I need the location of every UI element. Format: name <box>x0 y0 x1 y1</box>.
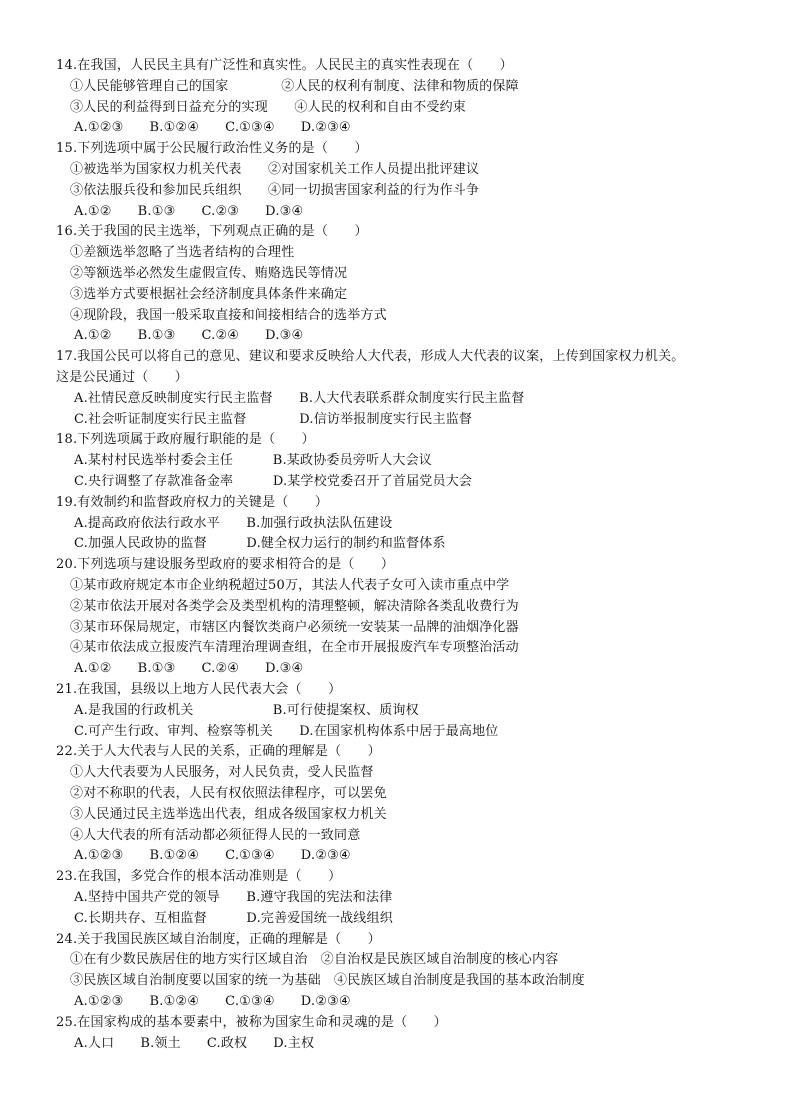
question-number: 25. <box>56 1014 78 1030</box>
question-number: 18. <box>56 432 78 448</box>
answer-choices <box>74 326 303 346</box>
answer-choice: D.③④ <box>265 661 304 677</box>
statement-line <box>70 950 558 970</box>
question-number: 19. <box>56 494 78 510</box>
question-text: 下列选项中属于公民履行政治性义务的是（ ） <box>77 141 368 157</box>
option-line <box>74 472 472 492</box>
statement-line <box>70 98 466 118</box>
statement-text: ④人大代表的所有活动都必须征得人民的一致同意 <box>70 827 361 843</box>
answer-choice: B.①③ <box>137 203 176 219</box>
answer-choice: B.①②④ <box>149 120 200 136</box>
answer-choice: B.领土 <box>140 1035 181 1051</box>
option-text: C.社会听证制度实行民主监督 D.信访举报制度实行民主监督 <box>74 411 473 427</box>
option-line <box>74 722 499 742</box>
question-number: 22. <box>56 744 78 760</box>
question-text: 下列选项与建设服务型政府的要求相符合的是（ ） <box>77 557 395 573</box>
question-stem <box>56 347 684 367</box>
question-text: 在我国，多党合作的根本活动准则是（ ） <box>77 869 342 885</box>
question-number: 17. <box>56 349 78 365</box>
question-stem <box>56 56 513 76</box>
statement-line <box>70 160 479 180</box>
answer-choice: C.①③④ <box>225 120 275 136</box>
statement-text: ①某市政府规定本市企业纳税超过50万，其法人代表子女可入读市重点中学 <box>70 578 510 593</box>
statement-text: ③选举方式要根据社会经济制度具体条件来确定 <box>70 286 348 302</box>
statement-line <box>70 597 519 617</box>
question-stem <box>56 555 394 575</box>
statement-text: ②等额选举必然发生虚假宣传、贿赂选民等情况 <box>70 266 348 281</box>
question-number: 21. <box>56 682 78 697</box>
statement-line <box>70 77 519 97</box>
statement-line <box>70 264 347 284</box>
question-stem <box>56 867 341 887</box>
answer-choice: C.②③ <box>201 203 240 219</box>
question-number: 14. <box>56 58 78 73</box>
question-number: 15. <box>56 141 78 157</box>
statement-line <box>70 784 387 804</box>
question-text: 在我国，县级以上地方人民代表大会（ ） <box>77 682 342 697</box>
statement-line <box>70 618 519 638</box>
statement-line <box>70 243 294 263</box>
answer-choices <box>74 659 303 679</box>
question-stem <box>56 139 368 159</box>
question-stem-continuation <box>56 368 188 388</box>
question-stem <box>56 222 368 242</box>
option-line <box>74 909 393 929</box>
statement-line <box>70 576 509 596</box>
answer-choices <box>74 118 351 138</box>
statement-text: ①差额选举忽略了当选者结构的合理性 <box>70 245 295 261</box>
option-line <box>74 514 392 534</box>
answer-choices <box>74 1034 314 1054</box>
statement-line <box>70 763 374 783</box>
option-text: A.是我国的行政机关 B.可行使提案权、质询权 <box>74 702 419 718</box>
statement-line <box>70 285 347 305</box>
statement-text: ②对不称职的代表，人民有权依照法律程序，可以罢免 <box>70 786 387 801</box>
statement-text: ①人大代表要为人民服务，对人民负责，受人民监督 <box>70 765 374 781</box>
answer-choice: C.②④ <box>201 661 240 677</box>
question-text: 关于我国民族区域自治制度，正确的理解是（ ） <box>77 931 381 947</box>
statement-line <box>70 638 519 658</box>
question-stem <box>56 930 381 950</box>
answer-choices <box>74 846 351 866</box>
answer-choice: C.②④ <box>201 328 240 344</box>
question-text: 在我国，人民民主具有广泛性和真实性。人民民主的真实性表现在（ ） <box>77 58 513 73</box>
answer-choices <box>74 202 303 222</box>
statement-text: ①被选举为国家权力机关代表 ②对国家机关工作人员提出批评建议 <box>70 162 480 177</box>
answer-choice: D.②③④ <box>300 994 351 1009</box>
answer-choice: C.政权 <box>206 1035 248 1051</box>
statement-line <box>70 181 479 201</box>
question-stem <box>56 680 341 700</box>
option-text: A.某村村民选举村委会主任 B.某政协委员旁听人大会议 <box>74 453 433 469</box>
statement-text: ③某市环保局规定，市辖区内餐饮类商户必须统一安装某一品牌的油烟净化器 <box>70 619 519 635</box>
answer-choice: D.主权 <box>273 1035 315 1051</box>
question-stem <box>56 493 328 513</box>
question-text-continued: 这是公民通过（ ） <box>56 370 189 385</box>
option-text: C.央行调整了存款准备金率 D.某学校党委召开了首届党员大会 <box>74 474 473 489</box>
question-text: 我国公民可以将自己的意见、建议和要求反映给人大代表，形成人大代表的议案，上传到国家权力机关。 <box>77 349 685 365</box>
option-line <box>74 701 419 721</box>
question-text: 关于我国的民主选举，下列观点正确的是（ ） <box>77 224 368 240</box>
answer-choice: C.①③④ <box>225 994 275 1009</box>
question-number: 20. <box>56 557 78 573</box>
answer-choice: B.①②④ <box>149 994 200 1009</box>
answer-choice: A.①② <box>74 328 112 344</box>
option-line <box>74 389 524 409</box>
option-text: C.可产生行政、审判、检察等机关 D.在国家机构体系中居于最高地位 <box>74 723 499 739</box>
question-number: 23. <box>56 869 78 885</box>
answer-choice: A.①② <box>74 203 112 219</box>
statement-text: ③人民通过民主选举选出代表，组成各级国家权力机关 <box>70 806 387 822</box>
statement-line <box>70 826 360 846</box>
question-stem <box>56 430 315 450</box>
question-text: 关于人大代表与人民的关系，正确的理解是（ ） <box>77 744 381 760</box>
answer-choice: A.人口 <box>74 1035 115 1051</box>
answer-choice: A.①②③ <box>74 120 124 136</box>
answer-choice: D.②③④ <box>300 120 351 136</box>
question-text: 在国家构成的基本要素中，被称为国家生命和灵魂的是（ ） <box>77 1014 447 1030</box>
answer-choice: D.③④ <box>265 203 304 219</box>
option-line <box>74 451 432 471</box>
statement-text: ①人民能够管理自己的国家 ②人民的权利有制度、法律和物质的保障 <box>70 78 519 94</box>
option-text: A.社情民意反映制度实行民主监督 B.人大代表联系群众制度实行民主监督 <box>74 390 525 406</box>
option-text: A.坚持中国共产党的领导 B.遵守我国的宪法和法律 <box>74 890 393 905</box>
statement-line <box>70 306 387 326</box>
question-number: 16. <box>56 224 78 240</box>
statement-line <box>70 971 585 991</box>
answer-choice: D.③④ <box>265 328 304 344</box>
answer-choice: A.①②③ <box>74 994 124 1009</box>
statement-line <box>70 805 387 825</box>
answer-choice: D.②③④ <box>300 848 351 864</box>
statement-text: ④现阶段，我国一般采取直接和间接相结合的选举方式 <box>70 307 387 323</box>
question-stem <box>56 1013 447 1033</box>
statement-text: ③人民的利益得到日益充分的实现 ④人民的权利和自由不受约束 <box>70 99 467 115</box>
question-text: 下列选项属于政府履行职能的是（ ） <box>77 432 315 448</box>
answer-choice: B.①③ <box>137 328 176 344</box>
answer-choices <box>74 992 351 1012</box>
option-line <box>74 410 472 430</box>
answer-choice: B.①②④ <box>149 848 200 864</box>
option-text: A.提高政府依法行政水平 B.加强行政执法队伍建设 <box>74 515 393 531</box>
answer-choice: A.①② <box>74 661 112 677</box>
question-text: 有效制约和监督政府权力的关键是（ ） <box>77 494 329 510</box>
statement-text: ①在有少数民族居住的地方实行区域自治 ②自治权是民族区域自治制度的核心内容 <box>70 952 559 968</box>
option-line <box>74 534 446 554</box>
statement-text: ④某市依法成立报废汽车清理治理调查组，在全市开展报废汽车专项整治活动 <box>70 640 519 656</box>
answer-choice: A.①②③ <box>74 848 124 864</box>
answer-choice: B.①③ <box>137 661 176 677</box>
option-line <box>74 888 392 908</box>
option-text: C.长期共存、互相监督 D.完善爱国统一战线组织 <box>74 910 393 926</box>
statement-text: ③民族区域自治制度要以国家的统一为基础 ④民族区域自治制度是我国的基本政治制度 <box>70 973 585 989</box>
question-number: 24. <box>56 931 78 947</box>
option-text: C.加强人民政协的监督 D.健全权力运行的制约和监督体系 <box>74 536 446 552</box>
question-stem <box>56 742 381 762</box>
statement-text: ③依法服兵役和参加民兵组织 ④同一切损害国家利益的行为作斗争 <box>70 182 480 198</box>
statement-text: ②某市依法开展对各类学会及类型机构的清理整顿，解决清除各类乱收费行为 <box>70 598 519 614</box>
answer-choice: C.①③④ <box>225 848 275 864</box>
